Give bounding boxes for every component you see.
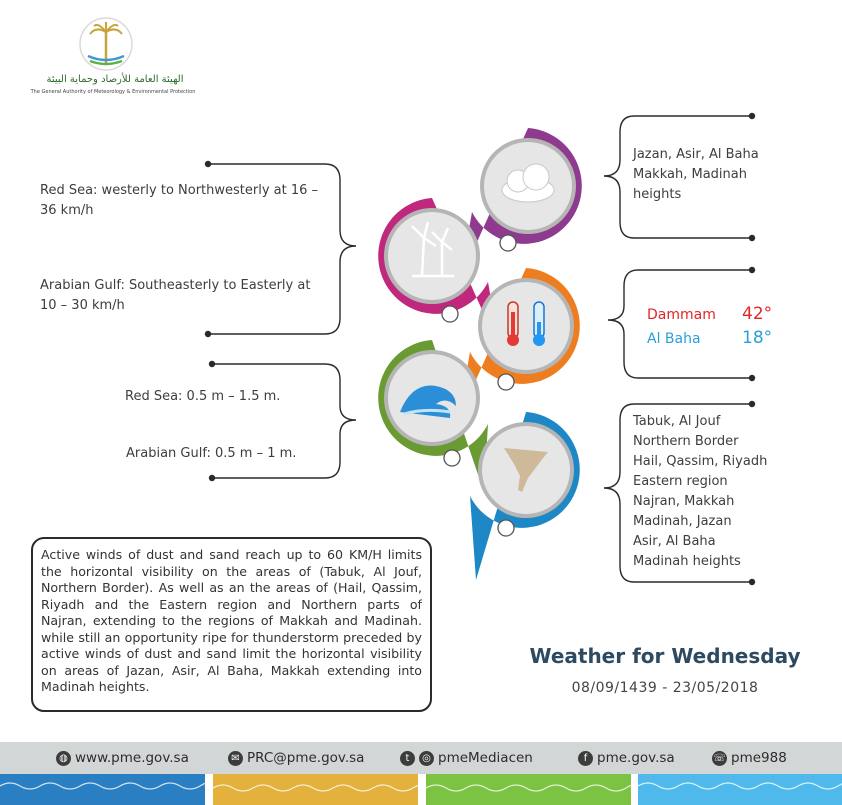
- globe-icon: ◍: [56, 751, 71, 766]
- dust-line: Northern Border: [633, 434, 739, 449]
- footer-email-label: PRC@pme.gov.sa: [247, 750, 365, 766]
- dust-line: Madinah heights: [633, 554, 741, 569]
- footer-website-label: www.pme.gov.sa: [75, 750, 189, 766]
- clouds-line: heights: [633, 187, 682, 202]
- dust-line: Madinah, Jazan: [633, 514, 732, 529]
- waves-arabian-gulf-text: Arabian Gulf: 0.5 m – 1 m.: [126, 446, 297, 461]
- footer-email[interactable]: [228, 749, 364, 767]
- footer-social[interactable]: [400, 749, 533, 767]
- summary-box: Active winds of dust and sand reach up to 60 KM/H limits the horizontal visibility on the areas of (Tabuk, Al Jouf, Northern Border). As well as an the areas of (Hail, Qassim, Riyadh and the Eastern region and Northern parts of Najran, extending to the regions of Makkah and Madinah. while still an opportunity ripe for thunderstorm preceded by active winds of dust and sand limit the horizontal visibility on areas of Jazan, Asir, Al Baha, Makkah extending into Madinah heights.: [31, 537, 432, 712]
- max-temp-value: 42°: [742, 304, 773, 324]
- bottom-decorative-strip: [0, 774, 842, 805]
- footer-facebook-label: pme.gov.sa: [597, 750, 675, 766]
- twitter-icon: t: [400, 751, 415, 766]
- bracket-dot: [209, 361, 215, 367]
- min-temp-city: Al Baha: [647, 331, 701, 347]
- dust-line: Eastern region: [633, 474, 728, 489]
- min-temperature-row: [647, 328, 797, 348]
- bracket-dot: [749, 375, 755, 381]
- min-temp-value: 18°: [742, 328, 773, 348]
- dust-regions: [633, 412, 823, 572]
- clouds-line: Makkah, Madinah: [633, 167, 747, 182]
- bracket-dot: [749, 113, 755, 119]
- bracket-dot: [205, 331, 211, 337]
- dust-line: Asir, Al Baha: [633, 534, 716, 549]
- footer-phone-label: pme988: [731, 750, 787, 766]
- footer-website[interactable]: [56, 749, 189, 767]
- wind-arabian-gulf-text: Arabian Gulf: Southeasterly to Easterly at 10 – 30 km/h: [40, 278, 311, 313]
- clouds-regions: [633, 145, 813, 205]
- instagram-icon: ◎: [419, 751, 434, 766]
- bracket-dot: [209, 475, 215, 481]
- footer-social-label: pmeMediacen: [438, 750, 533, 766]
- bracket-dot: [749, 235, 755, 241]
- phone-icon: ☏: [713, 752, 726, 764]
- date-text: 08/09/1439 - 23/05/2018: [571, 680, 759, 696]
- mail-icon: ✉: [228, 751, 243, 766]
- max-temp-city: Dammam: [647, 307, 716, 323]
- dust-line: Hail, Qassim, Riyadh: [633, 454, 768, 469]
- right-bracket-temperature: [608, 270, 752, 378]
- logo-english-name: The General Authority of Meteorology & Environmental Protection: [30, 89, 196, 95]
- bracket-dot: [205, 161, 211, 167]
- logo-arabic-name: الهيئة العامة للأرصاد وحماية البيئة: [46, 74, 184, 85]
- waves-red-sea-text: Red Sea: 0.5 m – 1.5 m.: [125, 389, 281, 404]
- wind-red-sea-text: Red Sea: westerly to Northwesterly at 16 – 36 km/h: [40, 183, 319, 218]
- footer-bar: [0, 742, 842, 774]
- bracket-dot: [749, 401, 755, 407]
- footer-facebook[interactable]: [578, 749, 675, 767]
- footer-phone[interactable]: [712, 749, 787, 767]
- max-temperature-row: [647, 304, 797, 324]
- page-title: Weather for Wednesday: [529, 644, 801, 668]
- facebook-icon: f: [578, 751, 593, 766]
- dust-line: Najran, Makkah: [633, 494, 735, 509]
- clouds-line: Jazan, Asir, Al Baha: [633, 147, 759, 162]
- bracket-dot: [749, 579, 755, 585]
- bracket-dot: [749, 267, 755, 273]
- dust-line: Tabuk, Al Jouf: [633, 414, 721, 429]
